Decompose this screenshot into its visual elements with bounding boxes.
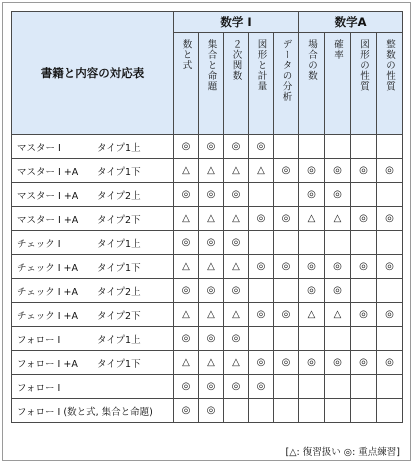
book-name-cell <box>12 135 174 159</box>
table-row <box>12 279 403 303</box>
coverage-mark: ◎ <box>249 135 274 159</box>
topic-label: 確率 <box>332 39 344 60</box>
coverage-mark <box>249 399 274 423</box>
coverage-mark: ◎ <box>325 351 351 375</box>
coverage-mark: ◎ <box>224 375 249 399</box>
topic-label: 図形の性質 <box>358 39 370 92</box>
coverage-mark: ◎ <box>351 351 377 375</box>
coverage-mark: ◎ <box>377 255 403 279</box>
topic-label: 数と式 <box>180 39 192 71</box>
coverage-mark: ◎ <box>377 159 403 183</box>
coverage-mark <box>377 399 403 423</box>
book-name-cell <box>12 351 174 375</box>
coverage-mark: ◎ <box>174 399 199 423</box>
coverage-mark <box>274 183 299 207</box>
coverage-mark: ◎ <box>224 183 249 207</box>
coverage-mark <box>377 183 403 207</box>
coverage-mark <box>249 183 274 207</box>
topic-header <box>224 33 249 135</box>
topic-label: 集合と命題 <box>205 39 217 92</box>
topic-header <box>249 33 274 135</box>
coverage-mark <box>325 375 351 399</box>
coverage-mark: ◎ <box>351 207 377 231</box>
coverage-mark <box>377 375 403 399</box>
coverage-mark: ◎ <box>274 159 299 183</box>
coverage-mark <box>274 135 299 159</box>
coverage-mark <box>377 279 403 303</box>
coverage-mark: △ <box>224 351 249 375</box>
coverage-mark: △ <box>199 351 224 375</box>
coverage-mark <box>325 135 351 159</box>
coverage-mark: △ <box>224 207 249 231</box>
book-name <box>12 332 173 346</box>
coverage-mark: ◎ <box>199 327 224 351</box>
coverage-mark: △ <box>325 207 351 231</box>
book-series: マスター I <box>17 142 61 154</box>
book-series: マスター I +A <box>17 214 79 226</box>
coverage-mark: ◎ <box>325 183 351 207</box>
coverage-mark <box>274 375 299 399</box>
book-name-cell <box>12 231 174 255</box>
coverage-mark <box>274 279 299 303</box>
coverage-mark: ◎ <box>249 351 274 375</box>
coverage-mark: △ <box>199 303 224 327</box>
coverage-mark: ◎ <box>199 231 224 255</box>
coverage-mark: ◎ <box>199 399 224 423</box>
coverage-mark <box>299 375 325 399</box>
coverage-mark <box>377 231 403 255</box>
coverage-mark: ◎ <box>299 255 325 279</box>
book-type: タイプ2上 <box>97 286 141 298</box>
coverage-mark <box>377 135 403 159</box>
book-series: マスター I +A <box>17 190 79 202</box>
book-type: タイプ1上 <box>97 142 141 154</box>
coverage-mark: ◎ <box>174 327 199 351</box>
coverage-mark <box>351 399 377 423</box>
coverage-mark: ◎ <box>224 279 249 303</box>
book-name-cell <box>12 279 174 303</box>
coverage-mark <box>325 231 351 255</box>
book-type: タイプ1上 <box>97 238 141 250</box>
coverage-mark: ◎ <box>299 183 325 207</box>
topic-label: ２次関数 <box>230 39 242 81</box>
subject-group-header: 数学A <box>299 12 403 33</box>
coverage-mark: △ <box>199 255 224 279</box>
coverage-mark <box>351 327 377 351</box>
book-series: マスター I +A <box>17 166 79 178</box>
coverage-mark: ◎ <box>199 375 224 399</box>
coverage-mark <box>249 327 274 351</box>
book-series: チェック I <box>17 238 61 250</box>
table-row <box>12 303 403 327</box>
topic-label: データの分析 <box>280 39 292 102</box>
book-name <box>12 236 173 250</box>
coverage-mark: ◎ <box>377 303 403 327</box>
book-name-cell <box>12 303 174 327</box>
book-series: チェック I +A <box>17 262 79 274</box>
topic-label: 図形と計量 <box>255 39 267 92</box>
topic-label: 整数の性質 <box>384 39 396 92</box>
book-type: タイプ1下 <box>97 358 141 370</box>
coverage-mark: △ <box>174 159 199 183</box>
coverage-mark <box>351 183 377 207</box>
table-row <box>12 327 403 351</box>
coverage-mark: ◎ <box>249 303 274 327</box>
coverage-mark: ◎ <box>351 255 377 279</box>
coverage-mark: ◎ <box>224 231 249 255</box>
coverage-mark: ◎ <box>199 279 224 303</box>
coverage-mark: ◎ <box>199 135 224 159</box>
book-name-cell <box>12 399 174 423</box>
document-frame <box>2 2 411 461</box>
coverage-mark <box>299 231 325 255</box>
coverage-mark <box>299 399 325 423</box>
topic-header <box>377 33 403 135</box>
topic-header <box>299 33 325 135</box>
coverage-mark: ◎ <box>174 375 199 399</box>
coverage-mark <box>274 399 299 423</box>
book-name <box>12 356 173 370</box>
table-row <box>12 375 403 399</box>
coverage-mark <box>351 135 377 159</box>
table-row <box>12 183 403 207</box>
coverage-mark: ◎ <box>351 303 377 327</box>
book-type: タイプ2下 <box>97 214 141 226</box>
coverage-mark: ◎ <box>274 255 299 279</box>
coverage-mark: ◎ <box>377 351 403 375</box>
subject-group-header: 数学 I <box>174 12 299 33</box>
coverage-mark <box>249 231 274 255</box>
coverage-mark: △ <box>224 303 249 327</box>
coverage-mark: △ <box>325 303 351 327</box>
coverage-mark <box>224 399 249 423</box>
coverage-mark: ◎ <box>249 375 274 399</box>
table-row <box>12 255 403 279</box>
coverage-mark: △ <box>299 207 325 231</box>
coverage-mark <box>249 279 274 303</box>
coverage-mark: ◎ <box>274 207 299 231</box>
coverage-mark: ◎ <box>224 135 249 159</box>
book-series: フォロー I <box>17 382 61 394</box>
book-name-cell <box>12 183 174 207</box>
coverage-mark <box>299 327 325 351</box>
coverage-mark: △ <box>224 159 249 183</box>
book-series: フォロー I (数と式, 集合と命題) <box>17 406 153 418</box>
coverage-mark: ◎ <box>325 255 351 279</box>
coverage-mark: ◎ <box>274 351 299 375</box>
book-name-cell <box>12 255 174 279</box>
book-name <box>12 212 173 226</box>
coverage-mark: ◎ <box>299 279 325 303</box>
book-name-cell <box>12 375 174 399</box>
table-row <box>12 231 403 255</box>
coverage-mark <box>351 231 377 255</box>
coverage-mark: △ <box>299 303 325 327</box>
coverage-mark: ◎ <box>249 207 274 231</box>
coverage-mark <box>274 231 299 255</box>
coverage-mark: △ <box>249 159 274 183</box>
coverage-mark: △ <box>174 207 199 231</box>
topic-header <box>174 33 199 135</box>
book-type: タイプ1上 <box>97 334 141 346</box>
table-row <box>12 159 403 183</box>
coverage-mark <box>325 399 351 423</box>
table-row <box>12 351 403 375</box>
book-name-cell <box>12 207 174 231</box>
coverage-mark: △ <box>174 255 199 279</box>
topic-header <box>351 33 377 135</box>
book-name <box>12 284 173 298</box>
coverage-mark <box>299 135 325 159</box>
book-name <box>12 404 173 418</box>
coverage-mark <box>377 327 403 351</box>
book-type: タイプ1下 <box>97 262 141 274</box>
topic-header <box>325 33 351 135</box>
coverage-mark: ◎ <box>174 279 199 303</box>
coverage-mark: ◎ <box>377 207 403 231</box>
book-name <box>12 380 173 394</box>
coverage-mark <box>351 279 377 303</box>
coverage-mark: ◎ <box>274 303 299 327</box>
coverage-mark: ◎ <box>199 183 224 207</box>
coverage-mark: ◎ <box>325 159 351 183</box>
book-name <box>12 188 173 202</box>
coverage-mark <box>274 327 299 351</box>
book-series: フォロー I +A <box>17 358 78 370</box>
header-row-groups <box>12 12 403 33</box>
coverage-mark: △ <box>224 255 249 279</box>
book-type: タイプ2上 <box>97 190 141 202</box>
topic-header <box>199 33 224 135</box>
book-name <box>12 140 173 154</box>
book-series: チェック I +A <box>17 310 79 322</box>
coverage-mark: ◎ <box>299 351 325 375</box>
book-series: チェック I +A <box>17 286 79 298</box>
correspondence-table <box>11 11 403 423</box>
coverage-mark: ◎ <box>224 327 249 351</box>
coverage-mark: ◎ <box>174 183 199 207</box>
table-row <box>12 399 403 423</box>
legend-note: [△: 復習扱い ◎: 重点練習] <box>285 447 400 458</box>
table-title: 書籍と内容の対応表 <box>12 12 174 135</box>
book-type: タイプ2下 <box>97 310 141 322</box>
coverage-mark: △ <box>174 351 199 375</box>
book-series: フォロー I <box>17 334 61 346</box>
table-row <box>12 135 403 159</box>
coverage-mark: △ <box>199 207 224 231</box>
book-name <box>12 260 173 274</box>
coverage-mark <box>325 327 351 351</box>
topic-header <box>274 33 299 135</box>
coverage-mark: ◎ <box>174 135 199 159</box>
book-type: タイプ1下 <box>97 166 141 178</box>
book-name-cell <box>12 327 174 351</box>
topic-label: 場合の数 <box>306 39 318 81</box>
coverage-mark: ◎ <box>351 159 377 183</box>
coverage-mark: △ <box>199 159 224 183</box>
coverage-mark: ◎ <box>325 279 351 303</box>
book-name <box>12 164 173 178</box>
book-name-cell <box>12 159 174 183</box>
coverage-mark <box>351 375 377 399</box>
coverage-mark: ◎ <box>249 255 274 279</box>
coverage-mark: ◎ <box>299 159 325 183</box>
book-name <box>12 308 173 322</box>
table-row <box>12 207 403 231</box>
coverage-mark: ◎ <box>174 231 199 255</box>
coverage-mark: △ <box>174 303 199 327</box>
